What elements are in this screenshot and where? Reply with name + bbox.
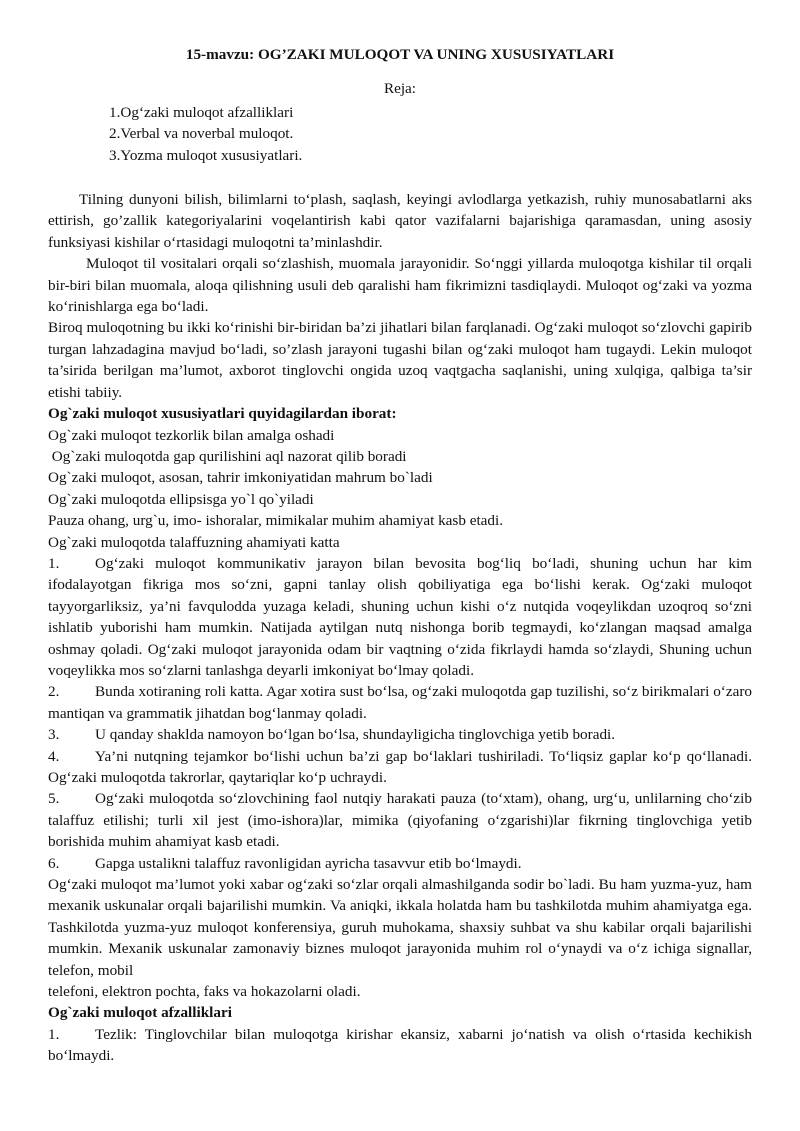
- feature-line: Og`zaki muloqotda ellipsisga yo`l qo`yiladi: [48, 490, 314, 508]
- feature-line: Og`zaki muloqotda gap qurilishini aql nazorat qilib boradi: [48, 447, 407, 465]
- list-number: 1.: [48, 554, 60, 572]
- numbered-text: Ya’ni nutqning tejamkor bo‘lishi uchun ba’zi gap bo‘laklari tushiriladi. To‘liqsiz gaplar ko‘p qo‘llanadi. Og‘zaki muloqotda takrorlar, qaytariqlar ko‘p uchraydi.: [48, 747, 752, 786]
- features-heading: Og`zaki muloqot xususiyatlari quyidagilardan iborat:: [48, 405, 397, 423]
- paragraph: Muloqot til vositalari orqali so‘zlashish, muomala jarayonidir. So‘nggi yillarda muloqotga kishilar til orqali bir-biri bilan muomala, aloqa qilishning usuli deb qaralishi ham fikrimizni tasdiqlaydi. Muloqot og‘zaki va yozma ko‘rinishlarga ega bo‘ladi.: [48, 255, 752, 316]
- list-number: 6.: [48, 854, 60, 872]
- plan-item: 2.Verbal va noverbal muloqot.: [109, 125, 294, 143]
- paragraph: telefoni, elektron pochta, faks va hokazolarni oladi.: [48, 983, 361, 1001]
- paragraph: Biroq muloqotning bu ikki ko‘rinishi bir-biridan ba’zi jihatlari bilan farqlanadi. Og‘zaki muloqot so‘zlovchi gapirib turgan lahzadagina mavjud bo‘ladi, so’zlash jarayoni tugashi bilan og‘zaki muloqot ham tugaydi. Lekin muloqot ta’sirida berilgan ma’lumot, axborot tinglovchi ongida uzoq vaqtgacha saqlanishi, uning xulqiga, qalbiga ta’sir etishi tabiiy.: [48, 319, 752, 401]
- numbered-text: Og‘zaki muloqotda so‘zlovchining faol nutqiy harakati pauza (to‘xtam), ohang, urg‘u, unlilarning cho‘zib talaffuz etilishi; turli xil jest (imo-ishora)lar, mimika (qiyofaning o‘zgarishi)lar fikrning tinglovchiga yetib borishida muhim ahamiyat kasb etadi.: [48, 790, 752, 851]
- list-number: 2.: [48, 683, 60, 701]
- advantages-heading: Og`zaki muloqot afzalliklari: [48, 1004, 232, 1022]
- numbered-text: U qanday shaklda namoyon bo‘lgan bo‘lsa, shundayligicha tinglovchiga yetib boradi.: [95, 726, 616, 744]
- feature-line: Og`zaki muloqotda talaffuzning ahamiyati katta: [48, 533, 340, 551]
- numbered-paragraph: [48, 746, 752, 789]
- plan-heading: Reja:: [383, 80, 417, 98]
- list-number: 1.: [48, 1025, 60, 1043]
- numbered-text: Bunda xotiraning roli katta. Agar xotira sust bo‘lsa, og‘zaki muloqotda gap tuzilishi, so‘z birikmalari o‘zaro mantiqan va grammatik jihatdan bog‘lanmay qoladi.: [48, 683, 752, 722]
- numbered-paragraph: [48, 788, 752, 852]
- numbered-text: Gapga ustalikni talaffuz ravonligidan ayricha tasavvur etib bo‘lmaydi.: [95, 854, 522, 872]
- numbered-paragraph: [48, 1024, 752, 1067]
- page-title: 15-mavzu: OG’ZAKI MULOQOT VA UNING XUSUSIYATLARI: [185, 46, 615, 63]
- paragraph: Tilning dunyoni bilish, bilimlarni to‘plash, saqlash, keyingi avlodlarga yetkazish, ruhiy munosabatlarni aks ettirish, go’zallik kategoriyalarini voqelantirish kabi qator vazifalarni bajarishiga qaramasdan, uning asosiy funksiyasi kishilar o‘rtasidagi muloqotni ta’minlashdir.: [48, 191, 752, 251]
- plan-item: 3.Yozma muloqot xususiyatlari.: [109, 146, 303, 164]
- feature-line: Pauza ohang, urg`u, imo- ishoralar, mimikalar muhim ahamiyat kasb etadi.: [48, 512, 504, 530]
- numbered-text: Tezlik: Tinglovchilar bilan muloqotga kirishar ekansiz, xabarni jo‘natish va olish o‘rtasida kechikish bo‘lmaydi.: [48, 1025, 752, 1065]
- feature-line: Og`zaki muloqot tezkorlik bilan amalga oshadi: [48, 426, 335, 444]
- list-number: 4.: [48, 747, 60, 765]
- numbered-paragraph: [48, 681, 752, 724]
- plan-item: 1.Og‘zaki muloqot afzalliklari: [109, 103, 294, 121]
- numbered-text: Og‘zaki muloqot kommunikativ jarayon bilan bevosita bog‘liq bo‘ladi, shuning uchun har kim ifodalayotgan fikriga mos so‘zni, gapni tanlay olish qobiliyatiga ega bo‘lishi kerak. Og‘zaki muloqot tayyorgarliksiz, ya’ni favqulodda yuzaga keladi, shuning uchun kishi o‘z nutqida voqeylikdan uzoqroq so‘zni ishlatib yuborishi ham mumkin. Natijada aytilgan nutq nishonga borib tegmaydi, ko‘zlangan maqsad amalga oshmay qoladi. Og‘zaki muloqot jarayonida odam bir vaqtning o‘zida fikrlaydi hamda so‘zlaydi, Shuning uchun voqeylikka mos so‘zlarni tanlashga deyarli imkoniyat bo‘lmay qoladi.: [48, 554, 752, 679]
- feature-line: Og`zaki muloqot, asosan, tahrir imkoniyatidan mahrum bo`ladi: [48, 469, 433, 487]
- paragraph: Og‘zaki muloqot ma’lumot yoki xabar og‘zaki so‘zlar orqali almashilganda sodir bo`ladi. Bu ham yuzma-yuz, ham mexanik uskunalar orqali bajarilishi mumkin. Va aniqki, ikkala holatda ham bu tashkilotda muhim ahamiyatga ega. Tashkilotda yuzma-yuz muloqot konferensiya, guruh muhokama, shaxsiy suhbat va shu kabilar orqali bajarilishi mumkin. Mexanik uskunalar zamonaviy biznes muloqot jarayonida muhim rol o‘ynaydi va o‘z ichiga signallar, telefon, mobil: [48, 876, 752, 979]
- list-number: 3.: [48, 726, 60, 744]
- list-number: 5.: [48, 790, 60, 808]
- numbered-paragraph: [48, 724, 752, 745]
- numbered-paragraph: [48, 853, 752, 874]
- numbered-paragraph: [48, 553, 752, 681]
- plan-list: [48, 102, 752, 166]
